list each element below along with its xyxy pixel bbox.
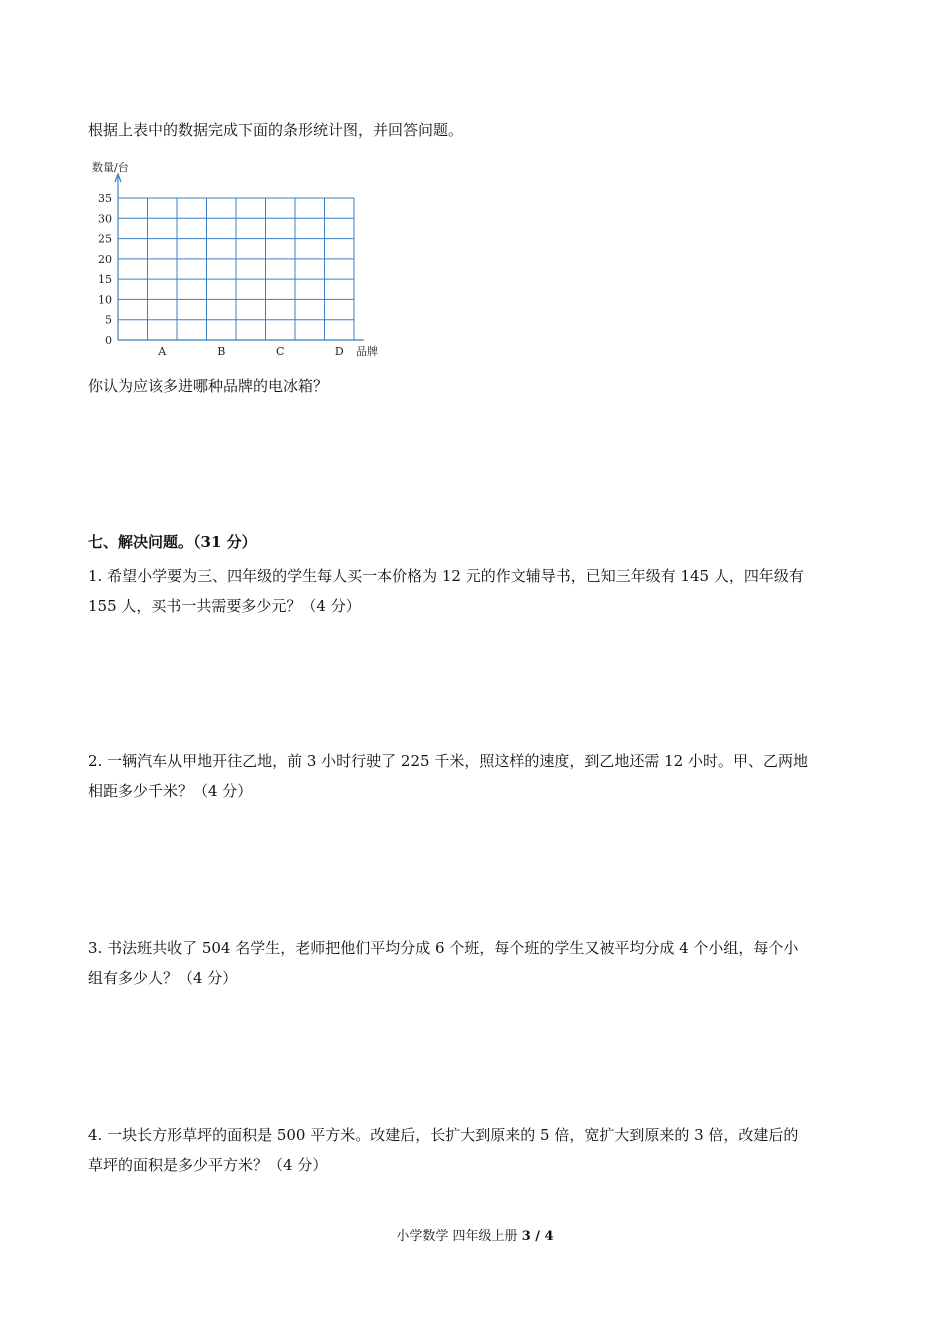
y-tick-label: 10 [98,293,112,307]
x-tick-label: D [334,345,344,358]
bar-chart [88,158,388,363]
x-tick-label: A [158,345,167,358]
y-tick-label: 15 [98,273,112,287]
problem-3-line-2: 组有多少人？（4 分） [88,969,238,987]
x-axis-title: 品牌 [356,345,378,358]
problem-1-line-1: 1. 希望小学要为三、四年级的学生每人买一本价格为 12 元的作文辅导书，已知三年级有 145 人，四年级有 [88,567,804,585]
footer-text: 小学数学 四年级上册 [396,1229,518,1244]
page-footer [0,1228,950,1246]
y-tick-label: 20 [98,252,112,266]
chart-question: 你认为应该多进哪种品牌的电冰箱？ [88,377,329,395]
problem-1-line-2: 155 人，买书一共需要多少元？（4 分） [88,597,361,615]
y-tick-label: 25 [98,232,112,246]
chart-instruction: 根据上表中的数据完成下面的条形统计图，并回答问题。 [88,121,464,139]
x-tick-label: C [276,345,285,358]
problem-4-line-1: 4. 一块长方形草坪的面积是 500 平方米。改建后，长扩大到原来的 5 倍，宽扩大到原来的 3 倍，改建后的 [88,1126,799,1144]
y-tick-label: 5 [105,313,112,327]
problem-2-line-2: 相距多少千米？（4 分） [88,782,253,800]
y-tick-label: 0 [105,334,112,347]
problem-3-line-1: 3. 书法班共收了 504 名学生，老师把他们平均分成 6 个班，每个班的学生又被平均分成 4 个小组，每个小 [88,939,799,957]
problem-4-line-2: 草坪的面积是多少平方米？（4 分） [88,1156,328,1174]
y-axis-title: 数量/台 [92,161,129,174]
section-title: 七、解决问题。（31 分） [88,533,257,551]
problem-2-line-1: 2. 一辆汽车从甲地开往乙地，前 3 小时行驶了 225 千米，照这样的速度，到乙地还需 12 小时。甲、乙两地 [88,752,808,770]
x-tick-label: B [217,345,226,358]
page-number: 3 / 4 [521,1229,554,1244]
bar-chart-svg [88,158,388,363]
y-tick-label: 30 [98,212,112,226]
y-tick-label: 35 [98,192,112,205]
